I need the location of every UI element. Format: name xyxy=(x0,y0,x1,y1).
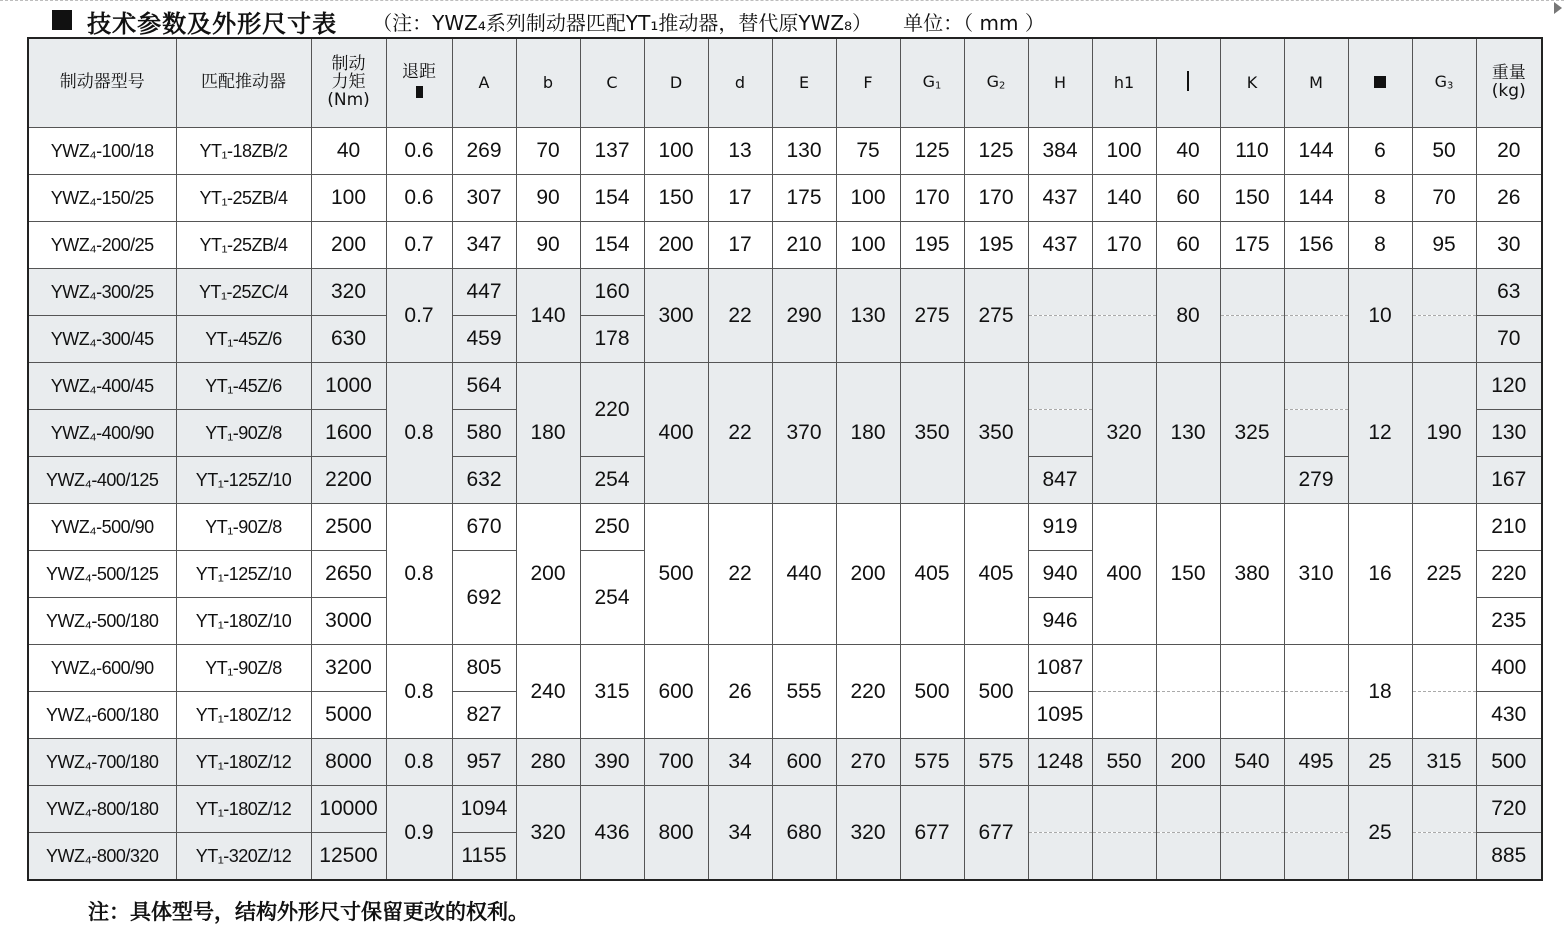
table-row xyxy=(28,222,1542,269)
cell-G2: 500 xyxy=(964,645,1028,739)
cell-actuator: YT₁-18ZB/2 xyxy=(176,128,311,175)
cell-I: 60 xyxy=(1156,175,1220,222)
cell-weight: 63 xyxy=(1476,269,1542,316)
cell-I: 150 xyxy=(1156,504,1220,645)
cell-M: 144 xyxy=(1284,175,1348,222)
cell-model: YWZ₄-500/125 xyxy=(28,551,176,598)
cell-retreat: 0.7 xyxy=(386,222,452,269)
cell-F: 270 xyxy=(836,739,900,786)
header-G1: G1 xyxy=(900,38,964,128)
cell-G1: 500 xyxy=(900,645,964,739)
cell-N: 6 xyxy=(1348,128,1412,175)
header-C: C xyxy=(580,38,644,128)
cell-D: 300 xyxy=(644,269,708,363)
cell-torque: 100 xyxy=(311,175,386,222)
cell-actuator: YT₁-25ZC/4 xyxy=(176,269,311,316)
cell-G2: 170 xyxy=(964,175,1028,222)
table-row xyxy=(28,786,1542,833)
cell-C: 390 xyxy=(580,739,644,786)
cell-actuator: YT₁-180Z/12 xyxy=(176,739,311,786)
cell-D: 200 xyxy=(644,222,708,269)
cell-b: 140 xyxy=(516,269,580,363)
header-F: F xyxy=(836,38,900,128)
cell-G2: 575 xyxy=(964,739,1028,786)
corner-arrow-icon xyxy=(1554,2,1562,14)
cell-d: 26 xyxy=(708,645,772,739)
header-torque: 制动力矩(Nm) xyxy=(311,38,386,128)
cell-G2: 275 xyxy=(964,269,1028,363)
cell-h1: 140 xyxy=(1092,175,1156,222)
cell-torque: 1600 xyxy=(311,410,386,457)
cell-H: 940 xyxy=(1028,551,1092,598)
cell-G3 xyxy=(1412,269,1476,316)
cell-h1 xyxy=(1092,833,1156,881)
cell-E: 370 xyxy=(772,363,836,504)
cell-K: 380 xyxy=(1220,504,1284,645)
cell-C: 220 xyxy=(580,363,644,457)
table-row xyxy=(28,363,1542,410)
cell-weight: 120 xyxy=(1476,363,1542,410)
cell-C: 315 xyxy=(580,645,644,739)
cell-D: 100 xyxy=(644,128,708,175)
header-actuator: 匹配推动器 xyxy=(176,38,311,128)
bar-symbol-icon xyxy=(1187,71,1189,91)
header-h1: h1 xyxy=(1092,38,1156,128)
cell-actuator: YT₁-180Z/10 xyxy=(176,598,311,645)
header-G2: G2 xyxy=(964,38,1028,128)
cell-d: 22 xyxy=(708,504,772,645)
cell-weight: 220 xyxy=(1476,551,1542,598)
table-title-row xyxy=(52,4,1045,38)
table-row xyxy=(28,504,1542,551)
cell-H: 1095 xyxy=(1028,692,1092,739)
cell-torque: 3000 xyxy=(311,598,386,645)
cell-d: 13 xyxy=(708,128,772,175)
cell-A: 459 xyxy=(452,316,516,363)
cell-H: 919 xyxy=(1028,504,1092,551)
cell-E: 290 xyxy=(772,269,836,363)
cell-G1: 275 xyxy=(900,269,964,363)
cell-A: 957 xyxy=(452,739,516,786)
cell-M xyxy=(1284,410,1348,457)
cell-G3: 190 xyxy=(1412,363,1476,504)
cell-weight: 70 xyxy=(1476,316,1542,363)
header-K: K xyxy=(1220,38,1284,128)
cell-H xyxy=(1028,786,1092,833)
cell-I: 80 xyxy=(1156,269,1220,363)
cell-weight: 210 xyxy=(1476,504,1542,551)
cell-I xyxy=(1156,786,1220,833)
cell-H: 437 xyxy=(1028,175,1092,222)
top-dashed-rule xyxy=(0,0,1564,1)
cell-H xyxy=(1028,363,1092,410)
cell-G2: 195 xyxy=(964,222,1028,269)
cell-d: 34 xyxy=(708,739,772,786)
cell-A: 692 xyxy=(452,551,516,645)
cell-I xyxy=(1156,692,1220,739)
cell-b: 320 xyxy=(516,786,580,881)
spec-table xyxy=(27,37,1543,881)
cell-model: YWZ₄-400/45 xyxy=(28,363,176,410)
cell-G3 xyxy=(1412,786,1476,833)
header-N xyxy=(1348,38,1412,128)
retreat-symbol-icon xyxy=(416,86,423,98)
cell-I: 40 xyxy=(1156,128,1220,175)
cell-F: 100 xyxy=(836,175,900,222)
cell-retreat: 0.9 xyxy=(386,786,452,881)
cell-N: 8 xyxy=(1348,175,1412,222)
cell-model: YWZ₄-300/25 xyxy=(28,269,176,316)
cell-I: 200 xyxy=(1156,739,1220,786)
cell-model: YWZ₄-600/180 xyxy=(28,692,176,739)
cell-retreat: 0.7 xyxy=(386,269,452,363)
cell-C: 254 xyxy=(580,551,644,645)
cell-h1: 100 xyxy=(1092,128,1156,175)
cell-A: 269 xyxy=(452,128,516,175)
cell-weight: 720 xyxy=(1476,786,1542,833)
cell-M: 495 xyxy=(1284,739,1348,786)
cell-G3: 95 xyxy=(1412,222,1476,269)
cell-A: 827 xyxy=(452,692,516,739)
cell-C: 154 xyxy=(580,222,644,269)
cell-actuator: YT₁-25ZB/4 xyxy=(176,175,311,222)
cell-G1: 677 xyxy=(900,786,964,881)
cell-M: 144 xyxy=(1284,128,1348,175)
cell-weight: 30 xyxy=(1476,222,1542,269)
cell-G3: 315 xyxy=(1412,739,1476,786)
cell-A: 580 xyxy=(452,410,516,457)
cell-model: YWZ₄-800/180 xyxy=(28,786,176,833)
table-row xyxy=(28,739,1542,786)
cell-model: YWZ₄-200/25 xyxy=(28,222,176,269)
cell-M xyxy=(1284,833,1348,881)
cell-E: 600 xyxy=(772,739,836,786)
cell-weight: 26 xyxy=(1476,175,1542,222)
cell-E: 680 xyxy=(772,786,836,881)
cell-N: 25 xyxy=(1348,739,1412,786)
cell-I: 60 xyxy=(1156,222,1220,269)
cell-retreat: 0.6 xyxy=(386,175,452,222)
cell-D: 800 xyxy=(644,786,708,881)
cell-b: 180 xyxy=(516,363,580,504)
cell-M xyxy=(1284,316,1348,363)
cell-h1: 320 xyxy=(1092,363,1156,504)
cell-D: 400 xyxy=(644,363,708,504)
cell-weight: 430 xyxy=(1476,692,1542,739)
cell-h1 xyxy=(1092,645,1156,692)
cell-G2: 125 xyxy=(964,128,1028,175)
cell-actuator: YT₁-45Z/6 xyxy=(176,316,311,363)
cell-torque: 630 xyxy=(311,316,386,363)
cell-d: 17 xyxy=(708,222,772,269)
cell-C: 178 xyxy=(580,316,644,363)
cell-I xyxy=(1156,645,1220,692)
cell-d: 17 xyxy=(708,175,772,222)
header-retreat: 退距 xyxy=(386,38,452,128)
cell-torque: 12500 xyxy=(311,833,386,881)
cell-H: 384 xyxy=(1028,128,1092,175)
cell-model: YWZ₄-400/125 xyxy=(28,457,176,504)
cell-actuator: YT₁-25ZB/4 xyxy=(176,222,311,269)
cell-actuator: YT₁-90Z/8 xyxy=(176,645,311,692)
cell-C: 137 xyxy=(580,128,644,175)
cell-D: 600 xyxy=(644,645,708,739)
cell-G2: 405 xyxy=(964,504,1028,645)
cell-M: 156 xyxy=(1284,222,1348,269)
cell-C: 250 xyxy=(580,504,644,551)
cell-I xyxy=(1156,833,1220,881)
cell-torque: 3200 xyxy=(311,645,386,692)
cell-E: 440 xyxy=(772,504,836,645)
cell-weight: 20 xyxy=(1476,128,1542,175)
cell-actuator: YT₁-90Z/8 xyxy=(176,410,311,457)
cell-torque: 320 xyxy=(311,269,386,316)
cell-model: YWZ₄-800/320 xyxy=(28,833,176,881)
header-weight: 重量(kg) xyxy=(1476,38,1542,128)
cell-retreat: 0.8 xyxy=(386,645,452,739)
cell-I: 130 xyxy=(1156,363,1220,504)
header-A: A xyxy=(452,38,516,128)
cell-G1: 575 xyxy=(900,739,964,786)
cell-H xyxy=(1028,410,1092,457)
cell-torque: 2200 xyxy=(311,457,386,504)
cell-b: 280 xyxy=(516,739,580,786)
cell-model: YWZ₄-500/90 xyxy=(28,504,176,551)
cell-N: 16 xyxy=(1348,504,1412,645)
cell-K: 540 xyxy=(1220,739,1284,786)
cell-retreat: 0.8 xyxy=(386,739,452,786)
cell-N: 10 xyxy=(1348,269,1412,363)
cell-D: 500 xyxy=(644,504,708,645)
cell-N: 12 xyxy=(1348,363,1412,504)
cell-G1: 405 xyxy=(900,504,964,645)
cell-D: 700 xyxy=(644,739,708,786)
cell-G3: 50 xyxy=(1412,128,1476,175)
table-row xyxy=(28,128,1542,175)
cell-H: 946 xyxy=(1028,598,1092,645)
cell-A: 347 xyxy=(452,222,516,269)
cell-weight: 400 xyxy=(1476,645,1542,692)
cell-K: 175 xyxy=(1220,222,1284,269)
cell-N: 18 xyxy=(1348,645,1412,739)
cell-retreat: 0.8 xyxy=(386,504,452,645)
cell-torque: 2650 xyxy=(311,551,386,598)
table-header-row xyxy=(28,38,1542,128)
cell-K xyxy=(1220,692,1284,739)
cell-torque: 1000 xyxy=(311,363,386,410)
cell-model: YWZ₄-150/25 xyxy=(28,175,176,222)
cell-H: 437 xyxy=(1028,222,1092,269)
cell-torque: 200 xyxy=(311,222,386,269)
table-row xyxy=(28,269,1542,316)
cell-model: YWZ₄-400/90 xyxy=(28,410,176,457)
cell-N: 8 xyxy=(1348,222,1412,269)
cell-weight: 130 xyxy=(1476,410,1542,457)
cell-F: 100 xyxy=(836,222,900,269)
black-square-icon xyxy=(52,10,72,30)
cell-C: 436 xyxy=(580,786,644,881)
cell-torque: 5000 xyxy=(311,692,386,739)
cell-D: 150 xyxy=(644,175,708,222)
cell-h1 xyxy=(1092,692,1156,739)
cell-F: 220 xyxy=(836,645,900,739)
cell-G1: 170 xyxy=(900,175,964,222)
cell-E: 210 xyxy=(772,222,836,269)
cell-G3 xyxy=(1412,833,1476,881)
cell-K: 110 xyxy=(1220,128,1284,175)
cell-b: 240 xyxy=(516,645,580,739)
cell-G3 xyxy=(1412,645,1476,692)
cell-actuator: YT₁-90Z/8 xyxy=(176,504,311,551)
cell-H xyxy=(1028,316,1092,363)
header-d: d xyxy=(708,38,772,128)
table-row xyxy=(28,175,1542,222)
cell-weight: 500 xyxy=(1476,739,1542,786)
cell-M xyxy=(1284,269,1348,316)
header-b: b xyxy=(516,38,580,128)
cell-C: 160 xyxy=(580,269,644,316)
cell-C: 254 xyxy=(580,457,644,504)
cell-A: 564 xyxy=(452,363,516,410)
cell-G3: 225 xyxy=(1412,504,1476,645)
cell-retreat: 0.8 xyxy=(386,363,452,504)
cell-A: 670 xyxy=(452,504,516,551)
cell-h1 xyxy=(1092,316,1156,363)
cell-E: 555 xyxy=(772,645,836,739)
cell-actuator: YT₁-125Z/10 xyxy=(176,457,311,504)
cell-weight: 235 xyxy=(1476,598,1542,645)
cell-d: 34 xyxy=(708,786,772,881)
cell-F: 200 xyxy=(836,504,900,645)
cell-b: 90 xyxy=(516,222,580,269)
cell-h1 xyxy=(1092,269,1156,316)
cell-A: 307 xyxy=(452,175,516,222)
cell-actuator: YT₁-180Z/12 xyxy=(176,786,311,833)
cell-K xyxy=(1220,269,1284,316)
cell-F: 320 xyxy=(836,786,900,881)
cell-F: 180 xyxy=(836,363,900,504)
cell-b: 70 xyxy=(516,128,580,175)
page-title: 技术参数及外形尺寸表 xyxy=(87,10,338,38)
cell-model: YWZ₄-500/180 xyxy=(28,598,176,645)
header-M: M xyxy=(1284,38,1348,128)
cell-h1: 170 xyxy=(1092,222,1156,269)
title-note: （注：YWZ₄系列制动器匹配YT₁推动器，替代原YWZ₈） xyxy=(372,11,873,35)
cell-M: 310 xyxy=(1284,504,1348,645)
cell-G1: 350 xyxy=(900,363,964,504)
cell-G3 xyxy=(1412,316,1476,363)
header-E: E xyxy=(772,38,836,128)
cell-K: 150 xyxy=(1220,175,1284,222)
cell-h1 xyxy=(1092,786,1156,833)
cell-C: 154 xyxy=(580,175,644,222)
cell-A: 632 xyxy=(452,457,516,504)
cell-model: YWZ₄-600/90 xyxy=(28,645,176,692)
cell-weight: 885 xyxy=(1476,833,1542,881)
cell-G2: 350 xyxy=(964,363,1028,504)
table-row xyxy=(28,645,1542,692)
cell-H: 1087 xyxy=(1028,645,1092,692)
cell-d: 22 xyxy=(708,363,772,504)
cell-model: YWZ₄-100/18 xyxy=(28,128,176,175)
cell-b: 200 xyxy=(516,504,580,645)
cell-model: YWZ₄-700/180 xyxy=(28,739,176,786)
header-G3: G3 xyxy=(1412,38,1476,128)
cell-K xyxy=(1220,786,1284,833)
cell-torque: 8000 xyxy=(311,739,386,786)
cell-M xyxy=(1284,692,1348,739)
cell-G3: 70 xyxy=(1412,175,1476,222)
cell-actuator: YT₁-45Z/6 xyxy=(176,363,311,410)
cell-M xyxy=(1284,645,1348,692)
cell-d: 22 xyxy=(708,269,772,363)
cell-A: 1094 xyxy=(452,786,516,833)
cell-actuator: YT₁-125Z/10 xyxy=(176,551,311,598)
cell-M xyxy=(1284,363,1348,410)
cell-retreat: 0.6 xyxy=(386,128,452,175)
header-H: H xyxy=(1028,38,1092,128)
cell-torque: 40 xyxy=(311,128,386,175)
footnote: 注：具体型号，结构外形尺寸保留更改的权利。 xyxy=(88,900,529,924)
cell-E: 130 xyxy=(772,128,836,175)
cell-G2: 677 xyxy=(964,786,1028,881)
cell-H xyxy=(1028,833,1092,881)
cell-model: YWZ₄-300/45 xyxy=(28,316,176,363)
cell-H: 847 xyxy=(1028,457,1092,504)
header-I xyxy=(1156,38,1220,128)
cell-H xyxy=(1028,269,1092,316)
cell-G3 xyxy=(1412,692,1476,739)
square-symbol-icon xyxy=(1374,76,1386,88)
cell-torque: 10000 xyxy=(311,786,386,833)
cell-K: 325 xyxy=(1220,363,1284,504)
cell-weight: 167 xyxy=(1476,457,1542,504)
cell-actuator: YT₁-180Z/12 xyxy=(176,692,311,739)
cell-actuator: YT₁-320Z/12 xyxy=(176,833,311,881)
cell-M: 279 xyxy=(1284,457,1348,504)
cell-M xyxy=(1284,786,1348,833)
cell-N: 25 xyxy=(1348,786,1412,881)
cell-torque: 2500 xyxy=(311,504,386,551)
cell-G1: 125 xyxy=(900,128,964,175)
cell-K xyxy=(1220,645,1284,692)
cell-H: 1248 xyxy=(1028,739,1092,786)
cell-K xyxy=(1220,316,1284,363)
cell-F: 130 xyxy=(836,269,900,363)
header-D: D xyxy=(644,38,708,128)
unit-label: 单位：（ mm ） xyxy=(903,11,1045,35)
cell-E: 175 xyxy=(772,175,836,222)
cell-A: 805 xyxy=(452,645,516,692)
cell-A: 1155 xyxy=(452,833,516,881)
header-model: 制动器型号 xyxy=(28,38,176,128)
cell-G1: 195 xyxy=(900,222,964,269)
cell-A: 447 xyxy=(452,269,516,316)
cell-h1: 550 xyxy=(1092,739,1156,786)
cell-F: 75 xyxy=(836,128,900,175)
cell-K xyxy=(1220,833,1284,881)
cell-h1: 400 xyxy=(1092,504,1156,645)
cell-b: 90 xyxy=(516,175,580,222)
